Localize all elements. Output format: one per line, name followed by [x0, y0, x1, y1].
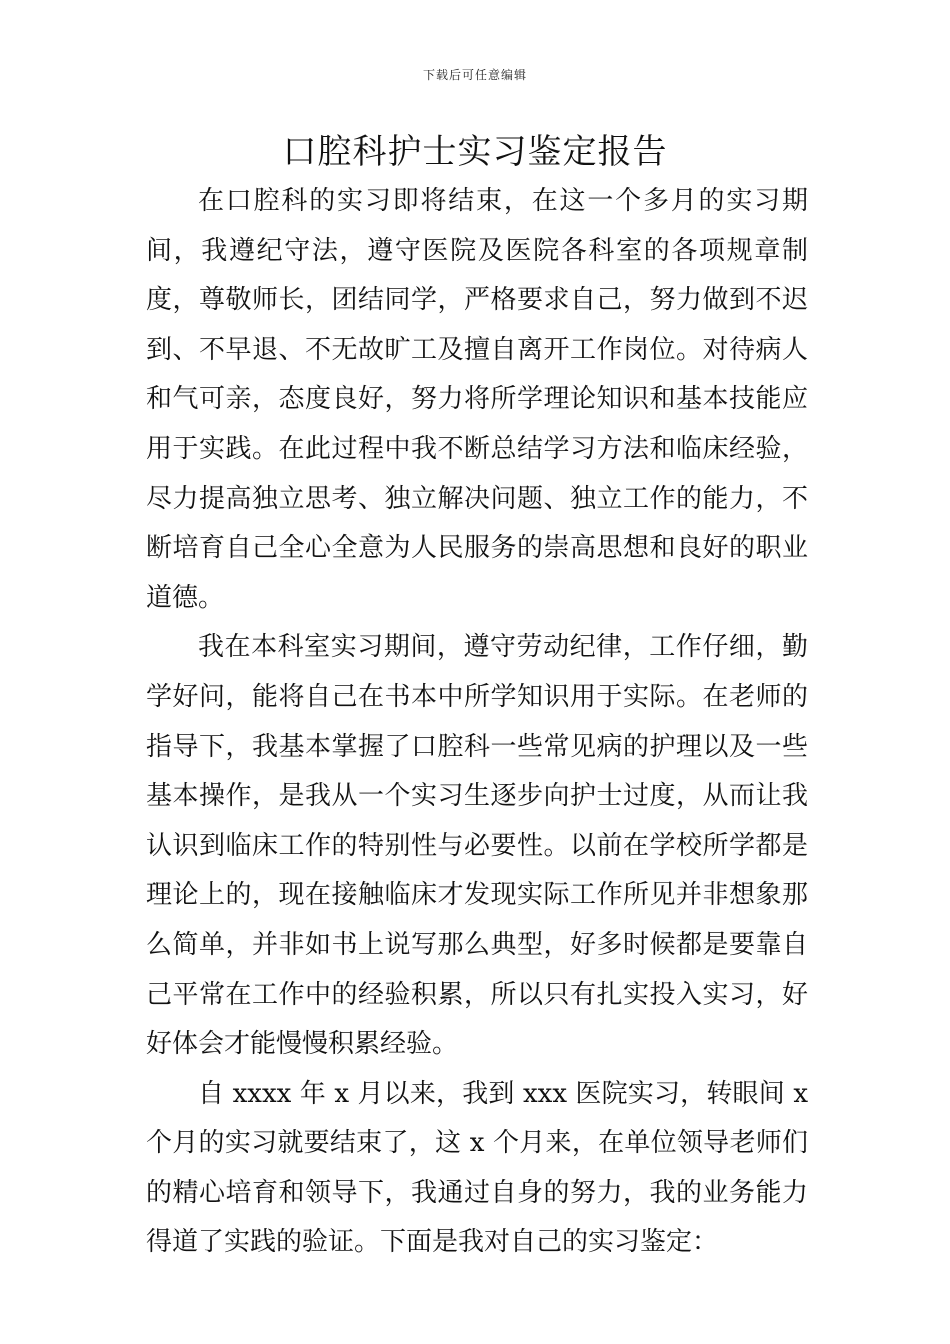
- document-body: [146, 177, 808, 1268]
- document-title: 口腔科护士实习鉴定报告: [282, 132, 668, 172]
- paragraph-2: 我在本科室实习期间，遵守劳动纪律，工作仔细，勤学好问，能将自己在书本中所学知识用于实际。在老师的指导下，我基本掌握了口腔科一些常见病的护理以及一些基本操作，是我从一个实习生逐步向护士过度，从而让我认识到临床工作的特别性与必要性。以前在学校所学都是理论上的，现在接触临床才发现实际工作所见并非想象那么简单，并非如书上说写那么典型，好多时候都是要靠自己平常在工作中的经验积累，所以只有扎实投入实习，好好体会才能慢慢积累经验。: [146, 632, 808, 1060]
- paragraph-1: 在口腔科的实习即将结束，在这一个多月的实习期间，我遵纪守法，遵守医院及医院各科室的各项规章制度，尊敬师长，团结同学，严格要求自己，努力做到不迟到、不早退、不无故旷工及擅自离开工作岗位。对待病人和气可亲，态度良好，努力将所学理论知识和基本技能应用于实践。在此过程中我不断总结学习方法和临床经验，尽力提高独立思考、独立解决问题、独立工作的能力，不断培育自己全心全意为人民服务的崇高思想和良好的职业道德。: [146, 186, 808, 613]
- header-note: 下载后可任意编辑: [422, 68, 527, 82]
- paragraph-3: 自 xxxx 年 x 月以来，我到 xxx 医院实习，转眼间 x 个月的实习就要结束了，这 x 个月来，在单位领导老师们的精心培育和领导下，我通过自身的努力，我的业务能力得道了实践的验证。下面是我对自己的实习鉴定：: [146, 1078, 808, 1258]
